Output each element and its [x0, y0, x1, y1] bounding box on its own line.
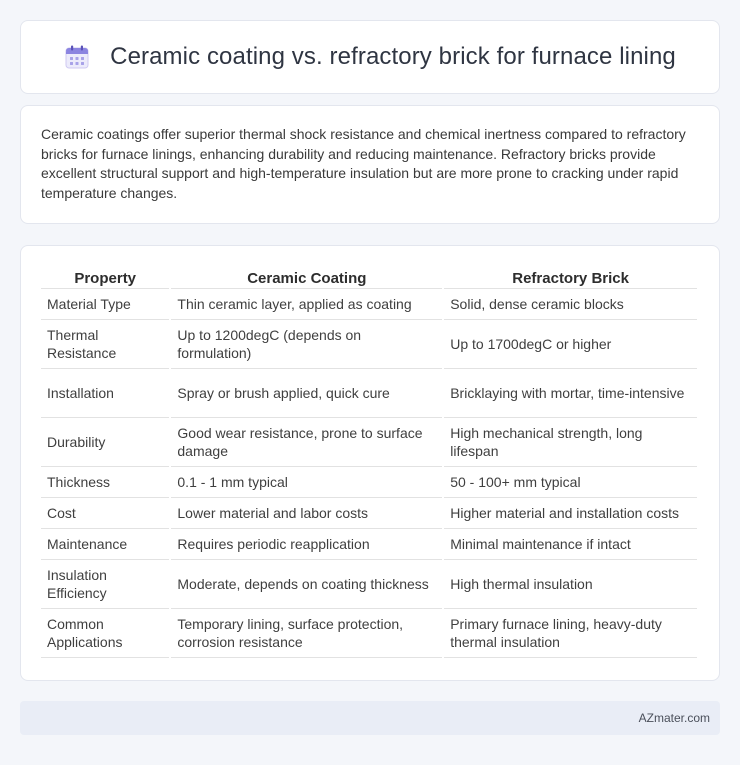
ceramic-coating-cell: Moderate, depends on coating thickness [171, 560, 442, 609]
ceramic-coating-cell: Up to 1200degC (depends on formulation) [171, 320, 442, 369]
ceramic-coating-cell: Temporary lining, surface protection, corrosion resistance [171, 609, 442, 658]
refractory-brick-cell: Bricklaying with mortar, time-intensive [444, 369, 697, 418]
row-property-cell: Durability [41, 418, 169, 467]
page-title: Ceramic coating vs. refractory brick for furnace lining [110, 43, 676, 70]
comparison-table [39, 265, 699, 658]
row-property-cell: Maintenance [41, 529, 169, 560]
comparison-table-card [20, 245, 720, 681]
refractory-brick-cell: High thermal insulation [444, 560, 697, 609]
table-row [41, 289, 697, 320]
ceramic-coating-cell: Spray or brush applied, quick cure [171, 369, 442, 418]
ceramic-coating-cell: 0.1 - 1 mm typical [171, 467, 442, 498]
refractory-brick-cell: Up to 1700degC or higher [444, 320, 697, 369]
refractory-brick-cell: 50 - 100+ mm typical [444, 467, 697, 498]
title-card [20, 20, 720, 94]
refractory-brick-cell: Solid, dense ceramic blocks [444, 289, 697, 320]
table-row [41, 320, 697, 369]
table-header-row [41, 265, 697, 289]
column-header-ceramic-coating: Ceramic Coating [171, 265, 442, 289]
column-header-refractory-brick: Refractory Brick [444, 265, 697, 289]
refractory-brick-cell: Primary furnace lining, heavy-duty thermal insulation [444, 609, 697, 658]
ceramic-coating-cell: Requires periodic reapplication [171, 529, 442, 560]
footer-brand-link[interactable]: AZmater.com [638, 711, 710, 725]
row-property-cell: Cost [41, 498, 169, 529]
table-row [41, 369, 697, 418]
calendar-icon [64, 44, 90, 70]
row-property-cell: Insulation Efficiency [41, 560, 169, 609]
table-row [41, 560, 697, 609]
ceramic-coating-cell: Lower material and labor costs [171, 498, 442, 529]
refractory-brick-cell: High mechanical strength, long lifespan [444, 418, 697, 467]
row-property-cell: Installation [41, 369, 169, 418]
row-property-cell: Thickness [41, 467, 169, 498]
ceramic-coating-cell: Good wear resistance, prone to surface damage [171, 418, 442, 467]
row-property-cell: Material Type [41, 289, 169, 320]
intro-card [20, 105, 720, 224]
ceramic-coating-cell: Thin ceramic layer, applied as coating [171, 289, 442, 320]
table-row [41, 498, 697, 529]
table-row [41, 609, 697, 658]
refractory-brick-cell: Higher material and installation costs [444, 498, 697, 529]
title-wrap [64, 43, 676, 71]
row-property-cell: Thermal Resistance [41, 320, 169, 369]
intro-paragraph: Ceramic coatings offer superior thermal shock resistance and chemical inertness compared to refractory bricks for furnace linings, enhancing durability and reducing maintenance. Refractory bricks provide excellent structural support and high-temperature insulation but are more prone to cracking under rapid temperature changes. [41, 126, 686, 201]
refractory-brick-cell: Minimal maintenance if intact [444, 529, 697, 560]
column-header-property: Property [41, 265, 169, 289]
row-property-cell: Common Applications [41, 609, 169, 658]
table-row [41, 467, 697, 498]
table-row [41, 418, 697, 467]
footer-bar [20, 701, 720, 735]
table-row [41, 529, 697, 560]
